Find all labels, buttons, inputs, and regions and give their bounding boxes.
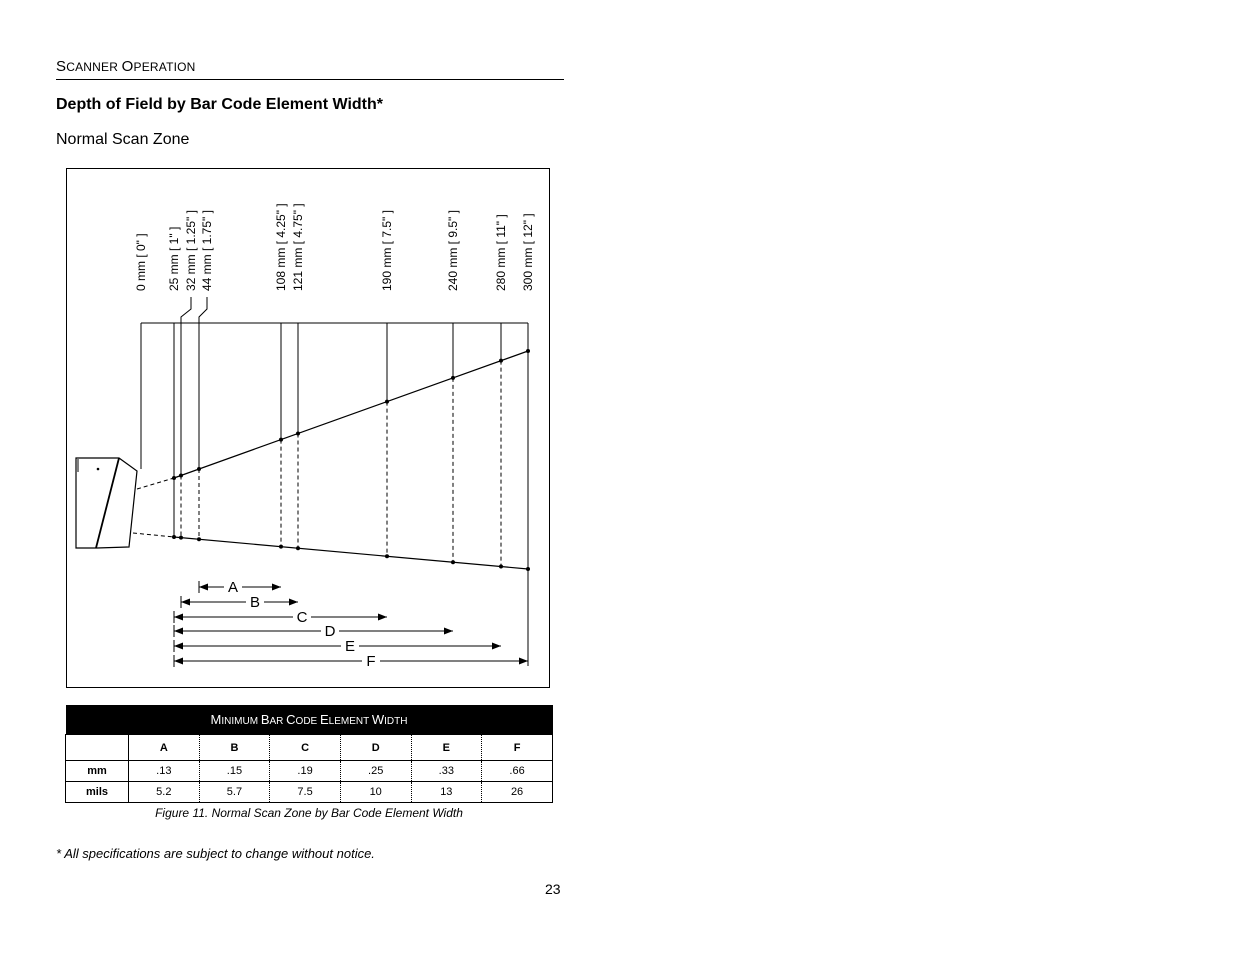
table-corner-cell xyxy=(66,735,129,761)
range-arrow-d xyxy=(174,623,453,640)
page-number: 23 xyxy=(545,881,561,897)
beam-point xyxy=(526,349,530,353)
table-title-part: LEMENT xyxy=(328,716,372,727)
page-heading: Depth of Field by Bar Code Element Width* xyxy=(56,96,383,113)
distance-label: 240 mm [ 9.5" ] xyxy=(446,210,460,291)
table-title-part: E xyxy=(320,712,329,727)
cell-mm-b: .15 xyxy=(199,761,270,782)
cell-mm-d: .25 xyxy=(340,761,411,782)
distance-label: 300 mm [ 12" ] xyxy=(521,213,535,291)
beam-point xyxy=(296,546,300,550)
range-arrow-a xyxy=(199,579,281,596)
section-title-part: O xyxy=(121,58,134,75)
beam-point xyxy=(172,476,176,480)
range-label: C xyxy=(296,609,308,626)
range-label: B xyxy=(249,594,261,611)
table-title-part: M xyxy=(210,712,222,727)
column-header-e: E xyxy=(411,735,482,761)
beam-lower-edge xyxy=(174,537,528,569)
beam-point xyxy=(385,554,389,558)
column-header-b: B xyxy=(199,735,270,761)
beam-point xyxy=(451,560,455,564)
beam-point xyxy=(451,376,455,380)
cell-mm-f: .66 xyxy=(482,761,553,782)
beam-point xyxy=(172,535,176,539)
beam-point xyxy=(499,565,503,569)
min-element-width-table xyxy=(65,705,553,803)
distance-label: 0 mm [ 0" ] xyxy=(134,233,148,291)
distance-label: 32 mm [ 1.25" ] xyxy=(184,210,198,291)
beam-point xyxy=(279,545,283,549)
table-title xyxy=(66,705,553,735)
label-leader xyxy=(181,297,191,323)
cell-mm-c: .19 xyxy=(270,761,341,782)
cell-mils-f: 26 xyxy=(482,782,553,803)
range-label: D xyxy=(324,623,336,640)
table-title-part: W xyxy=(371,712,385,727)
distance-label: 108 mm [ 4.25" ] xyxy=(274,203,288,291)
section-title-part: PERATION xyxy=(133,60,196,74)
range-arrow-e xyxy=(174,638,501,655)
cell-mils-a: 5.2 xyxy=(129,782,200,803)
footnote: * All specifications are subject to change without notice. xyxy=(56,846,375,861)
range-arrow-b xyxy=(181,594,298,611)
cell-mils-c: 7.5 xyxy=(270,782,341,803)
cell-mils-d: 10 xyxy=(340,782,411,803)
figure-subheading: Normal Scan Zone xyxy=(56,131,190,148)
table-title-part: AR xyxy=(269,716,287,727)
range-label: F xyxy=(366,653,376,670)
distance-label: 121 mm [ 4.75" ] xyxy=(291,203,305,291)
table-row xyxy=(66,761,553,782)
beam-upper-edge xyxy=(174,351,528,478)
section-header xyxy=(56,58,564,80)
label-leader xyxy=(199,297,207,323)
figure-caption: Figure 11. Normal Scan Zone by Bar Code Element Width xyxy=(155,806,463,820)
beam-point xyxy=(385,400,389,404)
beam-point xyxy=(296,432,300,436)
table-title-part: ODE xyxy=(295,716,320,727)
beam-point xyxy=(526,567,530,571)
column-header-a: A xyxy=(129,735,200,761)
beam-point xyxy=(499,359,503,363)
distance-label: 190 mm [ 7.5" ] xyxy=(380,210,394,291)
section-title-part: S xyxy=(56,58,67,75)
cell-mm-a: .13 xyxy=(129,761,200,782)
beam-point xyxy=(197,467,201,471)
range-label: A xyxy=(227,579,239,596)
beam-point xyxy=(279,438,283,442)
column-header-d: D xyxy=(340,735,411,761)
cell-mils-e: 13 xyxy=(411,782,482,803)
distance-label: 44 mm [ 1.75" ] xyxy=(200,210,214,291)
beam-point xyxy=(197,537,201,541)
beam-point xyxy=(179,536,183,540)
row-label-mm: mm xyxy=(66,761,129,782)
table-row xyxy=(66,782,553,803)
section-title-part: CANNER xyxy=(66,60,122,74)
range-arrow-f xyxy=(174,653,528,670)
cell-mils-b: 5.7 xyxy=(199,782,270,803)
scan-zone-figure xyxy=(66,168,550,688)
table-title-part: C xyxy=(286,712,296,727)
table-header-row xyxy=(66,735,553,761)
beam-point xyxy=(179,473,183,477)
range-arrow-c xyxy=(174,609,387,626)
scanner-icon xyxy=(76,458,174,548)
cell-mm-e: .33 xyxy=(411,761,482,782)
table-title-part: IDTH xyxy=(384,716,408,727)
table-title-part: B xyxy=(260,712,270,727)
distance-label: 280 mm [ 11" ] xyxy=(494,214,508,291)
distance-label: 25 mm [ 1" ] xyxy=(167,226,181,291)
row-label-mils: mils xyxy=(66,782,129,803)
table-title-part: INIMUM xyxy=(221,716,261,727)
scan-zone-diagram xyxy=(67,169,551,689)
range-label: E xyxy=(344,638,356,655)
column-header-f: F xyxy=(482,735,553,761)
column-header-c: C xyxy=(270,735,341,761)
